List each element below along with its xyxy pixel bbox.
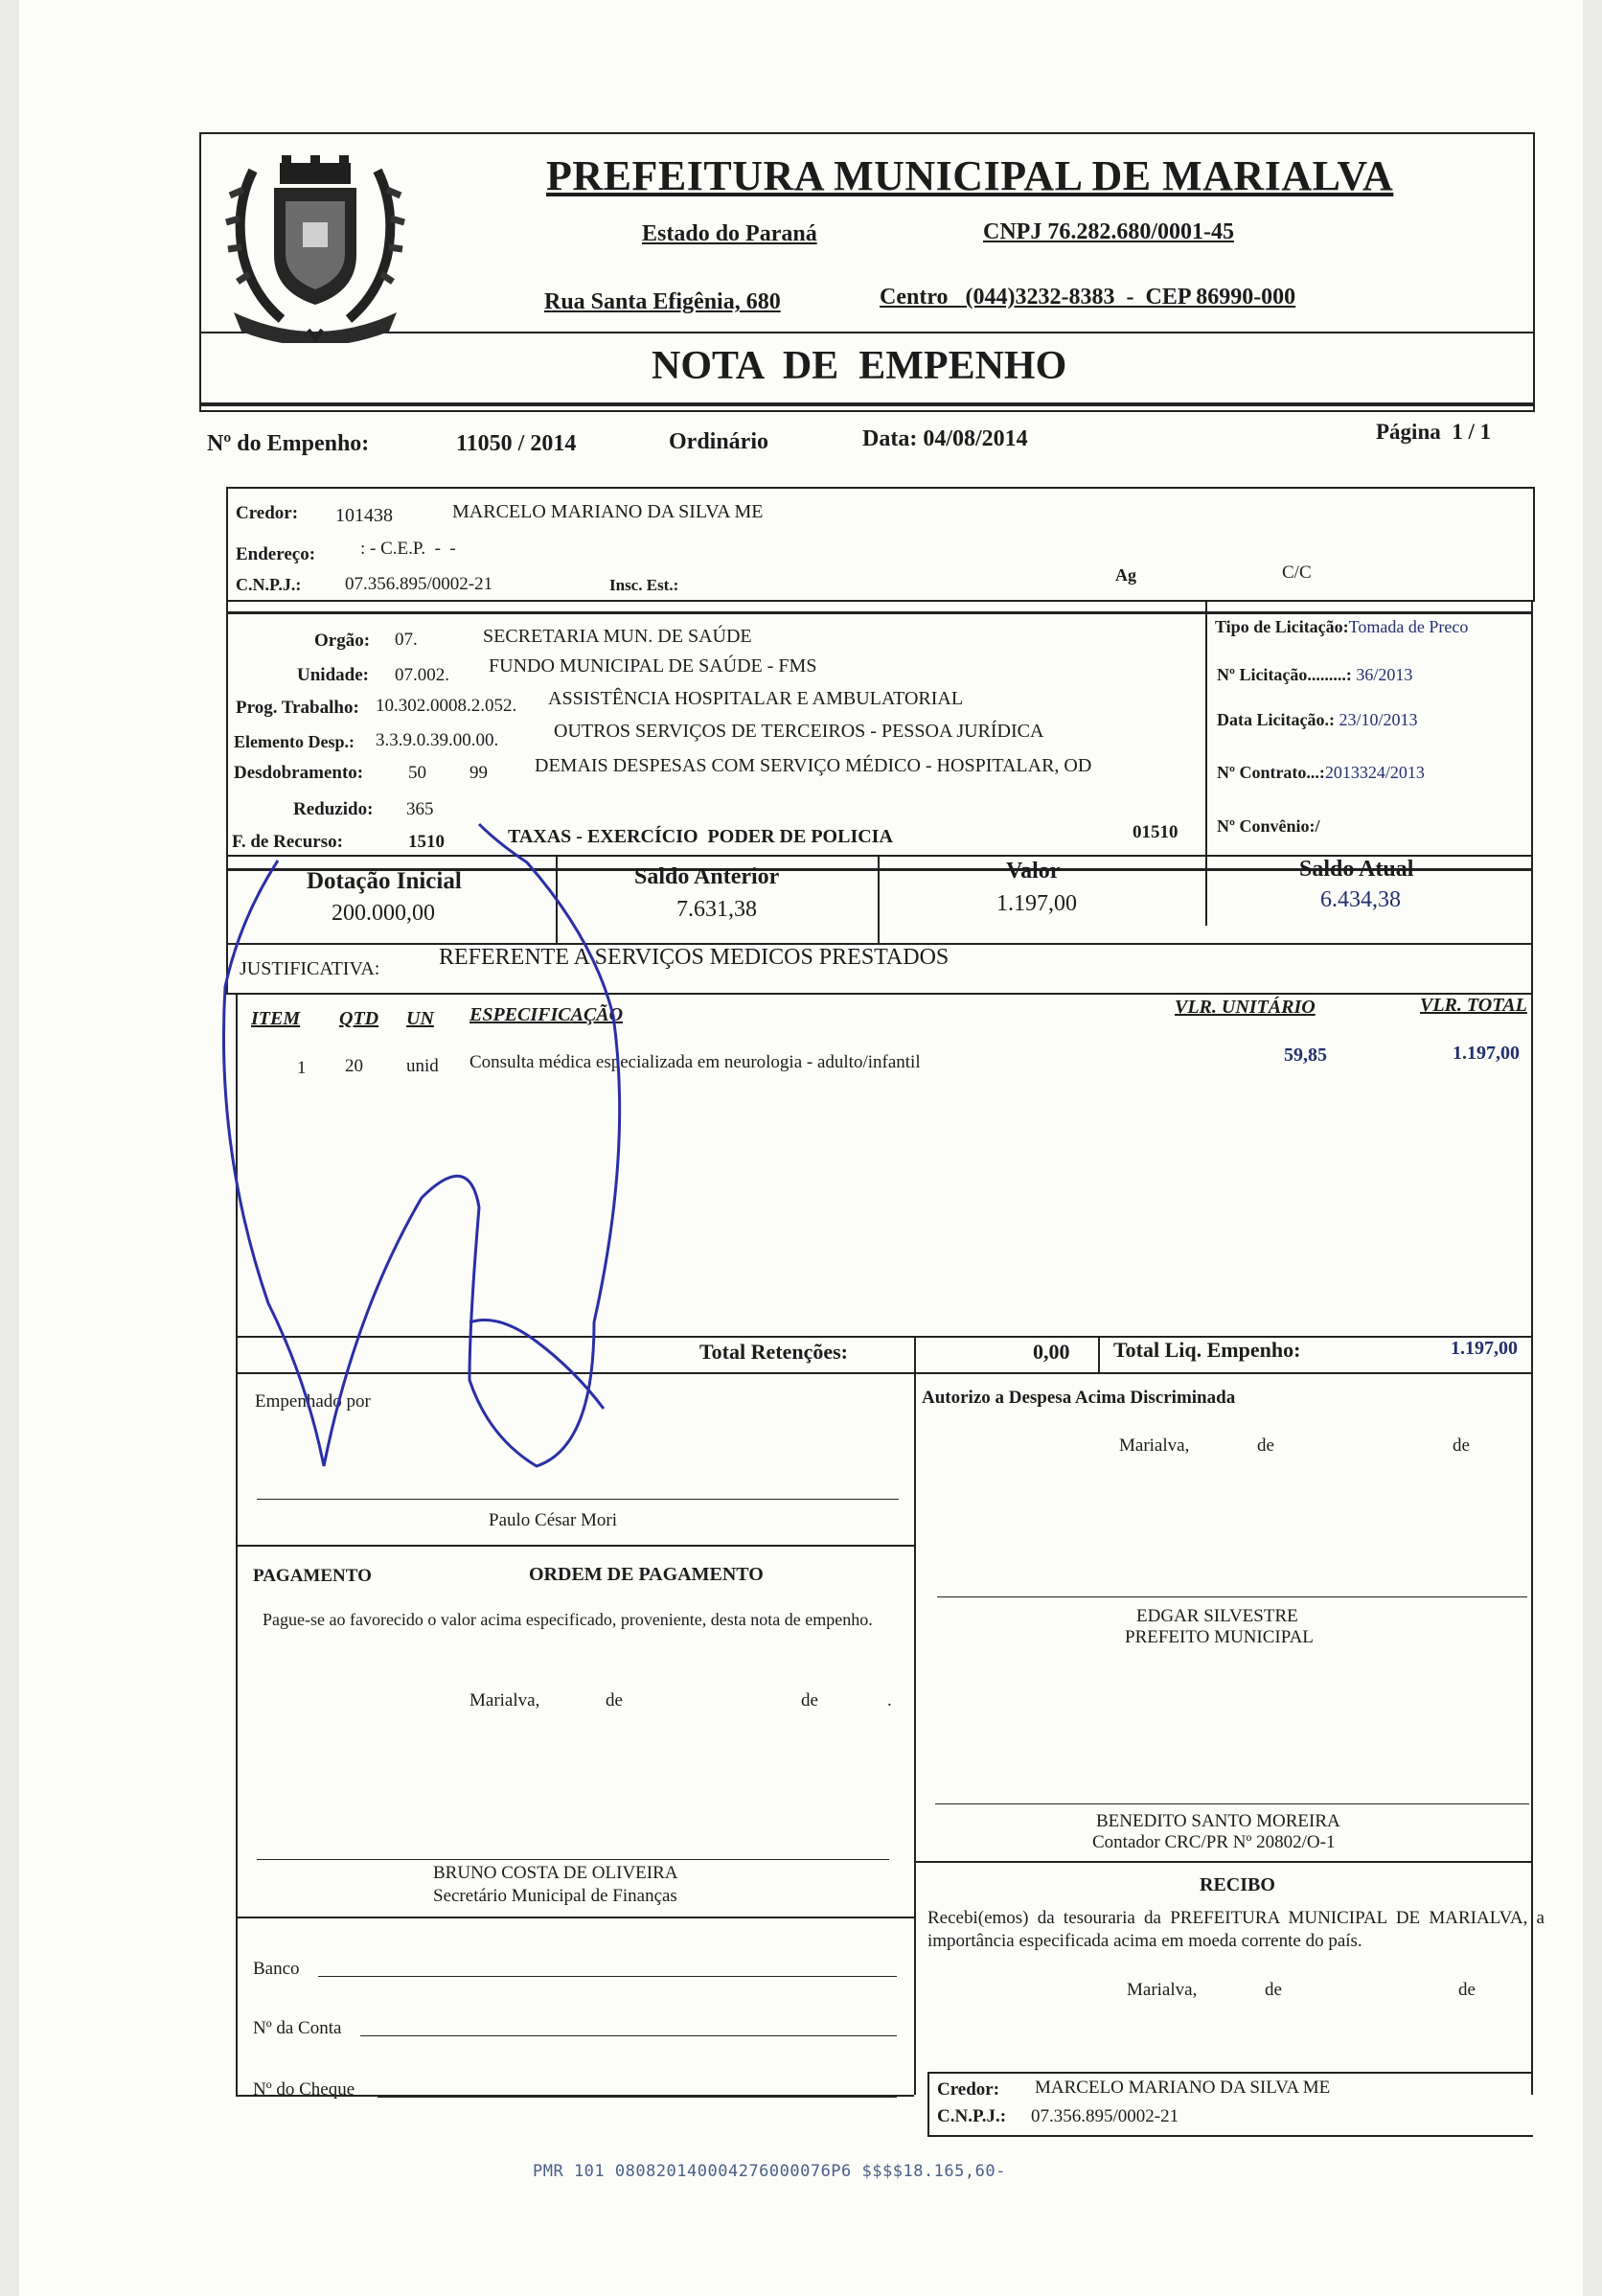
saldo-anterior-value: 7.631,38 [676, 897, 757, 922]
conta-label: Nº da Conta [253, 2018, 342, 2038]
numero-licitacao-value: 36/2013 [1356, 665, 1413, 684]
pague-place: Marialva, [469, 1690, 540, 1711]
dotacao-label: Dotação Inicial [307, 868, 462, 894]
insc-est-label: Insc. Est.: [609, 576, 679, 594]
unidade-name: FUNDO MUNICIPAL DE SAÚDE - FMS [489, 655, 817, 677]
recurso-code: 1510 [408, 832, 445, 852]
pague-de-2: de [801, 1690, 818, 1711]
item-unit-type: unid [406, 1056, 439, 1076]
elemento-code: 3.3.9.0.39.00.00. [376, 730, 499, 750]
numero-licitacao [1217, 665, 1412, 685]
orgao-name: SECRETARIA MUN. DE SAÚDE [483, 626, 752, 647]
reduzido-label: Reduzido: [293, 799, 374, 819]
prefeito-name: EDGAR SILVESTRE [1136, 1606, 1298, 1626]
authentication-stamp: PMR 101 080820140004276000076P6 $$$$18.165,60- [533, 2162, 1006, 2181]
liquido-label: Total Liq. Empenho: [1113, 1338, 1301, 1362]
recibo-place: Marialva, [1127, 1980, 1198, 2000]
credor-code: 101438 [335, 505, 393, 526]
address-value: : - C.E.P. - - [360, 539, 456, 559]
data-licitacao [1217, 710, 1417, 730]
city-cnpj: CNPJ 76.282.680/0001-45 [983, 219, 1234, 244]
tipo-licitacao [1215, 617, 1468, 637]
contrato-label: Nº Contrato...: [1217, 763, 1325, 782]
cheque-line [378, 2097, 897, 2098]
col-spec-header: ESPECIFICAÇÃO [469, 1004, 624, 1025]
page-title: PREFEITURA MUNICIPAL DE MARIALVA [546, 152, 1394, 199]
valor-label: Valor [1006, 859, 1061, 884]
justificativa-text: REFERENTE A SERVIÇOS MEDICOS PRESTADOS [439, 945, 950, 970]
empenhado-label: Empenhado por [255, 1391, 371, 1412]
empenhado-signature-line [257, 1499, 899, 1500]
item-total-price: 1.197,00 [1453, 1043, 1520, 1064]
contrato [1217, 763, 1425, 783]
pagamento-label: PAGAMENTO [253, 1566, 372, 1586]
empenhado-name: Paulo César Mori [489, 1510, 618, 1530]
data-licitacao-value: 23/10/2013 [1339, 710, 1418, 729]
tipo-licitacao-value: Tomada de Preco [1348, 617, 1469, 636]
contador-name: BENEDITO SANTO MOREIRA [1096, 1811, 1340, 1831]
retencoes-value: 0,00 [1033, 1340, 1070, 1364]
retencoes-label: Total Retenções: [699, 1340, 848, 1364]
autorizo-de-2: de [1453, 1435, 1470, 1456]
empenho-type: Ordinário [669, 429, 769, 454]
contrato-value: 2013324/2013 [1324, 763, 1425, 782]
recibo-de-2: de [1458, 1980, 1476, 2000]
liquido-value: 1.197,00 [1451, 1338, 1518, 1359]
footer-cnpj-label: C.N.P.J.: [937, 2106, 1007, 2126]
col-item-header: ITEM [251, 1008, 301, 1029]
autorizo-label: Autorizo a Despesa Acima Discriminada [922, 1388, 1236, 1408]
col-total-header: VLR. TOTAL [1420, 995, 1527, 1016]
item-number: 1 [297, 1058, 307, 1078]
credor-label: Credor: [236, 503, 299, 523]
cnpj-label: C.N.P.J.: [236, 575, 302, 594]
empenho-date: Data: 04/08/2014 [862, 426, 1028, 451]
contador-title: Contador CRC/PR Nº 20802/O-1 [1092, 1832, 1336, 1852]
banco-line [318, 1976, 897, 1977]
dotacao-value: 200.000,00 [332, 901, 435, 926]
city-coat-of-arms-icon [215, 151, 416, 343]
state-name: Estado do Paraná [642, 221, 817, 246]
secretario-signature-line [257, 1859, 889, 1860]
unidade-code: 07.002. [395, 665, 449, 685]
conta-line [360, 2035, 897, 2036]
col-un-header: UN [406, 1008, 434, 1029]
elemento-label: Elemento Desp.: [234, 732, 355, 751]
empenho-label: Nº do Empenho: [207, 431, 370, 456]
pague-de-1: de [606, 1690, 623, 1711]
recurso-label: F. de Recurso: [232, 832, 343, 852]
recibo-label: RECIBO [1200, 1874, 1275, 1895]
autorizo-place: Marialva, [1119, 1435, 1190, 1456]
ag-label: Ag [1115, 565, 1136, 585]
page-number: Página 1 / 1 [1376, 420, 1492, 444]
reduzido-value: 365 [406, 799, 434, 819]
prog-trabalho-name: ASSISTÊNCIA HOSPITALAR E AMBULATORIAL [548, 688, 964, 709]
cheque-label: Nº do Cheque [253, 2079, 355, 2100]
desdobramento-label: Desdobramento: [234, 763, 364, 783]
footer-credor-value: MARCELO MARIANO DA SILVA ME [1035, 2078, 1331, 2098]
justificativa-label: JUSTIFICATIVA: [240, 958, 380, 979]
orgao-code: 07. [395, 630, 418, 650]
data-licitacao-label: Data Licitação.: [1217, 710, 1335, 729]
desdobramento-code-2: 99 [469, 763, 488, 783]
credor-name: MARCELO MARIANO DA SILVA ME [452, 501, 764, 522]
ordem-pagamento-label: ORDEM DE PAGAMENTO [529, 1564, 764, 1585]
saldo-anterior-label: Saldo Anterior [634, 864, 780, 889]
recurso-name: TAXAS - EXERCÍCIO PODER DE POLICIA [508, 826, 893, 847]
secretario-title: Secretário Municipal de Finanças [433, 1886, 677, 1906]
cc-label: C/C [1282, 563, 1312, 583]
empenho-number: 11050 / 2014 [456, 431, 577, 456]
prog-trabalho-code: 10.302.0008.2.052. [376, 696, 517, 716]
tipo-licitacao-label: Tipo de Licitação: [1215, 617, 1349, 636]
autorizo-de-1: de [1257, 1435, 1274, 1456]
numero-licitacao-label: Nº Licitação.........: [1217, 665, 1352, 684]
col-unit-header: VLR. UNITÁRIO [1175, 997, 1316, 1018]
item-qtd: 20 [345, 1056, 363, 1076]
desdobramento-code-1: 50 [408, 763, 426, 783]
cnpj-value: 07.356.895/0002-21 [345, 574, 493, 594]
address-street: Rua Santa Efigênia, 680 [544, 289, 781, 314]
convenio-label: Nº Convênio:/ [1217, 816, 1320, 836]
contador-signature-line [935, 1803, 1529, 1804]
valor-value: 1.197,00 [996, 891, 1077, 916]
saldo-atual-value: 6.434,38 [1320, 887, 1401, 912]
unidade-label: Unidade: [297, 665, 369, 685]
footer-cnpj-value: 07.356.895/0002-21 [1031, 2106, 1179, 2126]
elemento-name: OUTROS SERVIÇOS DE TERCEIROS - PESSOA JURÍDICA [554, 721, 1044, 742]
pague-text: Pague-se ao favorecido o valor acima especificado, proveniente, desta nota de empenho. [263, 1610, 873, 1629]
recibo-de-1: de [1265, 1980, 1282, 2000]
recurso-number: 01510 [1133, 822, 1179, 842]
footer-credor-label: Credor: [937, 2079, 1000, 2100]
orgao-label: Orgão: [314, 631, 371, 651]
col-qtd-header: QTD [339, 1008, 379, 1029]
saldo-atual-label: Saldo Atual [1299, 857, 1414, 882]
document-title: NOTA DE EMPENHO [652, 344, 1067, 388]
address-rest: Centro (044)3232-8383 - CEP 86990-000 [880, 285, 1296, 310]
prefeito-title: PREFEITO MUNICIPAL [1125, 1627, 1314, 1647]
prog-trabalho-label: Prog. Trabalho: [236, 698, 359, 718]
prefeito-signature-line [937, 1596, 1527, 1597]
desdobramento-name: DEMAIS DESPESAS COM SERVIÇO MÉDICO - HOSPITALAR, OD [535, 755, 1092, 776]
item-specification: Consulta médica especializada em neurologia - adulto/infantil [469, 1052, 921, 1072]
address-label: Endereço: [236, 544, 316, 564]
item-unit-price: 59,85 [1284, 1045, 1327, 1066]
banco-label: Banco [253, 1959, 300, 1979]
document-sheet [19, 0, 1583, 2296]
pague-dot: . [887, 1690, 892, 1711]
recibo-text: Recebi(emos) da tesouraria da PREFEITURA MUNICIPAL DE MARIALVA, a importância especificada acima em moeda corrente do país. [927, 1908, 1545, 1951]
secretario-name: BRUNO COSTA DE OLIVEIRA [433, 1863, 678, 1883]
